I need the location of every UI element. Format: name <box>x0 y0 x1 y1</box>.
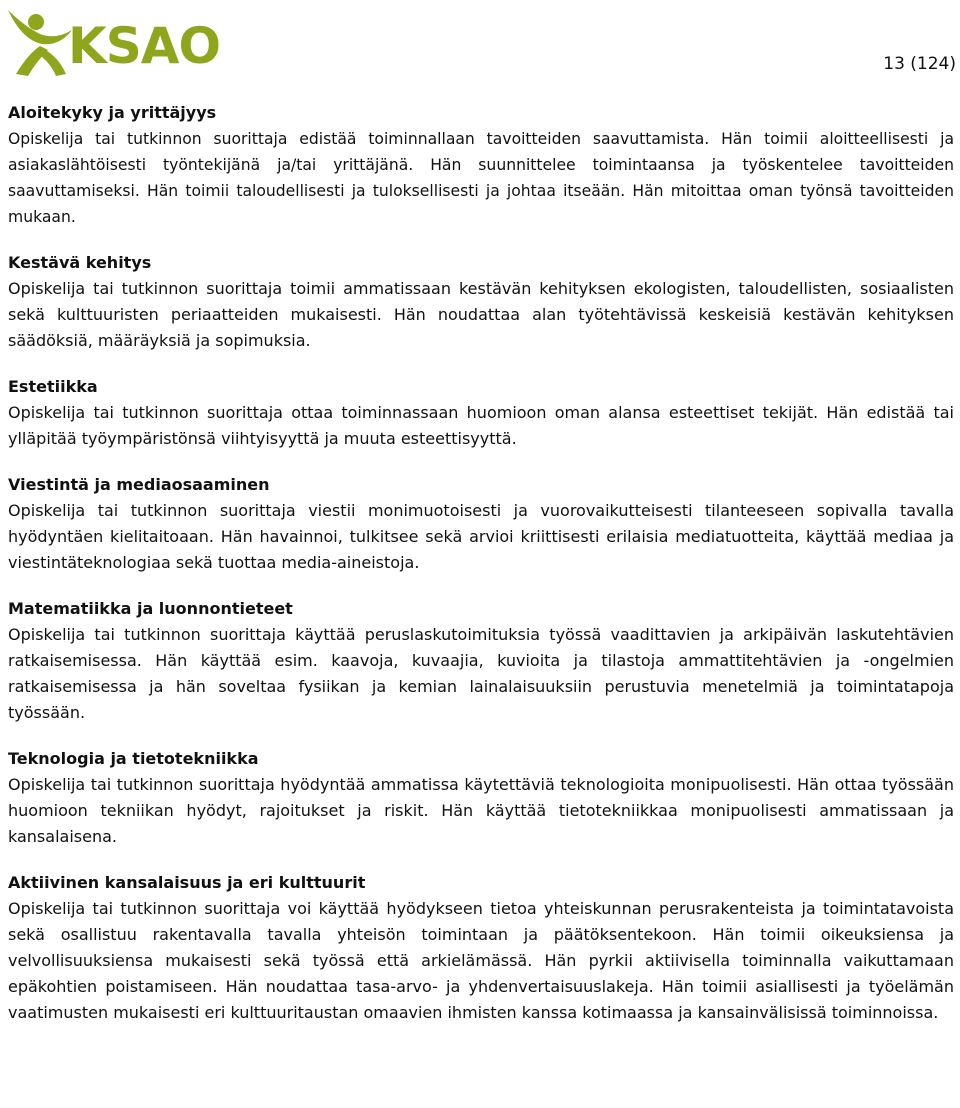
section-title: Estetiikka <box>8 377 98 396</box>
section-body: Opiskelija tai tutkinnon suorittaja ottaa toiminnassaan huomioon oman alansa esteettiset tekijät. Hän edistää tai ylläpitää työympäristönsä viihtyisyyttä ja muuta esteettisyyttä. <box>8 403 954 448</box>
section-body: Opiskelija tai tutkinnon suorittaja toimii ammatissaan kestävän kehityksen ekologisten, taloudellisten, sosiaalisten sekä kulttuuristen periaatteiden mukaisesti. Hän noudattaa alan työtehtävissä keskeisiä kestävän kehityksen säädöksiä, määräyksiä ja sopimuksia. <box>8 279 954 350</box>
section-kansalaisuus <box>8 870 954 1026</box>
section-viestinta <box>8 472 954 576</box>
section-title: Viestintä ja mediaosaaminen <box>8 475 270 494</box>
section-estetiikka <box>8 374 954 452</box>
section-teknologia <box>8 746 954 850</box>
section-title: Aktiivinen kansalaisuus ja eri kulttuurit <box>8 873 366 892</box>
section-body: Opiskelija tai tutkinnon suorittaja voi käyttää hyödykseen tietoa yhteiskunnan perusrakenteista ja toimintatavoista sekä osallistuu rakentavalla tavalla yhteisön toimintaan ja päätöksentekoon. Hän toimii oikeuksiensa ja velvollisuuksiensa mukaisesti sekä työssä että arkielämässä. Hän pyrkii aktiivisella toiminnalla vaikuttamaan epäkohtien poistamiseen. Hän noudattaa tasa-arvo- ja yhdenvertaisuuslakeja. Hän toimii asiallisesti ja työelämän vaatimusten mukaisesti eri kulttuuritaustan omaavien ihmisten kanssa kotimaassa ja kansainvälisissä toiminnoissa. <box>8 899 954 1022</box>
section-body: Opiskelija tai tutkinnon suorittaja edistää toiminnallaan tavoitteiden saavuttamista. Hän toimii aloitteellisesti ja asiakaslähtöisesti työntekijänä ja/tai yrittäjänä. Hän suunnittelee toimintaansa ja työskentelee tavoitteiden saavuttamiseksi. Hän toimii taloudellisesti ja tuloksellisesti ja johtaa itseään. Hän mitoittaa oman työnsä tavoitteiden mukaan. <box>8 130 954 226</box>
section-aloitekyky <box>8 100 954 230</box>
section-body: Opiskelija tai tutkinnon suorittaja käyttää peruslaskutoimituksia työssä vaadittavien ja arkipäivän laskutehtävien ratkaisemisessa. Hän käyttää esim. kaavoja, kuvaajia, kuvioita ja tilastoja ammattitehtävien ja -ongelmien ratkaisemisessa ja hän soveltaa fysiikan ja kemian lainalaisuuksiin perustuvia menetelmiä ja toimintatapoja työssään. <box>8 625 954 722</box>
logo-text: KSAO <box>68 17 220 75</box>
document-body <box>8 100 954 1046</box>
section-kestava-kehitys <box>8 250 954 354</box>
section-matematiikka <box>8 596 954 726</box>
section-body: Opiskelija tai tutkinnon suorittaja hyödyntää ammatissa käytettäviä teknologioita monipuolisesti. Hän ottaa työssään huomioon tekniikan hyödyt, rajoitukset ja riskit. Hän käyttää tietotekniikkaa monipuolisesti ammatissaan ja kansalaisena. <box>8 775 954 846</box>
section-title: Teknologia ja tietotekniikka <box>8 749 259 768</box>
ksao-figure-icon <box>6 4 76 78</box>
page-header <box>0 0 960 90</box>
section-title: Matematiikka ja luonnontieteet <box>8 599 293 618</box>
section-title: Kestävä kehitys <box>8 253 152 272</box>
ksao-logo <box>6 4 256 78</box>
page-number: 13 (124) <box>883 54 956 74</box>
section-body: Opiskelija tai tutkinnon suorittaja viestii monimuotoisesti ja vuorovaikutteisesti tilanteeseen sopivalla tavalla hyödyntäen kielitaitoaan. Hän havainnoi, tulkitsee sekä arvioi kriittisesti erilaisia mediatuotteita, käyttää mediaa ja viestintäteknologiaa sekä tuottaa media-aineistoja. <box>8 501 954 572</box>
section-title: Aloitekyky ja yrittäjyys <box>8 103 217 122</box>
